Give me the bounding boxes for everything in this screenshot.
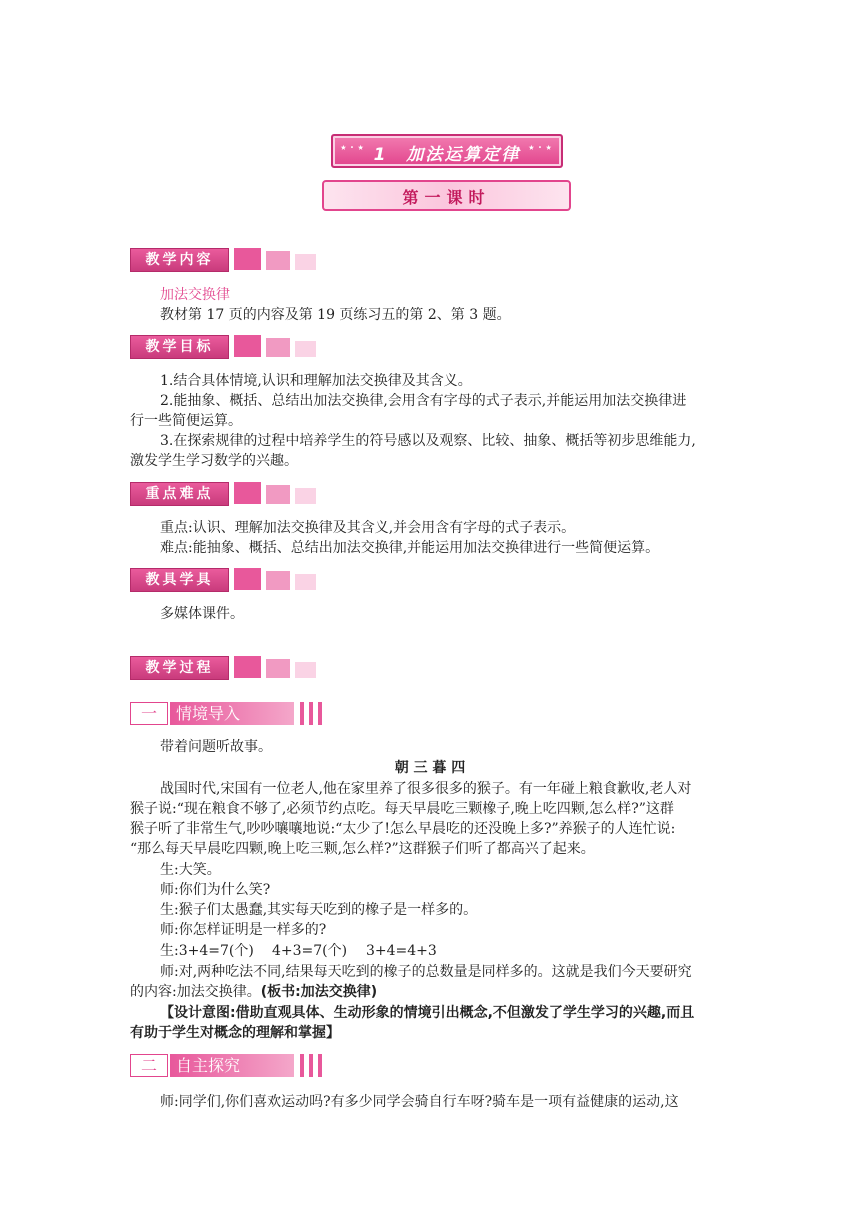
story-line: 猴子说:“现在粮食不够了,必须节约点吃。每天早晨吃三颗橡子,晚上吃四颗,怎么样?”这群: [130, 801, 674, 817]
story-intro: 带着问题听故事。: [160, 739, 272, 755]
goal-line: 2.能抽象、概括、总结出加法交换律,会用含有字母的式子表示,并能运用加法交换律进: [160, 393, 687, 409]
decor-block: [295, 254, 316, 270]
dialog-line: 生:大笑。: [160, 862, 221, 878]
goal-line: 1.结合具体情境,认识和理解加法交换律及其含义。: [160, 373, 472, 389]
decor-block: [234, 482, 261, 504]
design-intent-cont: 有助于学生对概念的理解和掌握】: [130, 1025, 340, 1041]
decor-stripe: [318, 1054, 322, 1077]
section-label: 教学过程: [130, 656, 229, 680]
stars-right-decoration: ⋆·⋆: [527, 140, 555, 156]
dialog-line: 师:你们为什么笑?: [160, 882, 271, 898]
section-label: 教具学具: [130, 568, 229, 592]
decor-block: [295, 662, 316, 678]
chapter-title-banner: [331, 134, 563, 168]
equation-3: 3+4=4+3: [366, 943, 437, 959]
decor-stripe: [300, 702, 304, 725]
tools-text: 多媒体课件。: [160, 606, 244, 622]
decor-block: [266, 485, 290, 504]
explore-line: 师:同学们,你们喜欢运动吗?有多少同学会骑自行车呀?骑车是一项有益健康的运动,这: [160, 1094, 679, 1110]
decor-block: [234, 248, 261, 270]
goal-line: 3.在探索规律的过程中培养学生的符号感以及观察、比较、抽象、概括等初步思维能力,: [160, 433, 696, 449]
board-note: (板书:加法交换律): [260, 984, 378, 1000]
decor-block: [266, 251, 290, 270]
content-topic: 加法交换律: [160, 287, 230, 303]
equation-2: 4+3=7(个): [272, 943, 348, 959]
section-label: 教学内容: [130, 248, 229, 272]
decor-stripe: [300, 1054, 304, 1077]
decor-block: [234, 335, 261, 357]
goal-line: 行一些简便运算。: [130, 413, 242, 429]
lesson-topic-text: 的内容:加法交换律。: [130, 984, 261, 1000]
decor-block: [266, 571, 290, 590]
story-line: “那么每天早晨吃四颗,晚上吃三颗,怎么样?”这群猴子们听了都高兴了起来。: [130, 841, 595, 857]
lesson-title: 第一课时: [402, 188, 491, 207]
decor-block: [234, 568, 261, 590]
section-label: 重点难点: [130, 482, 229, 506]
decor-stripe: [309, 1054, 313, 1077]
content-pages: 教材第 17 页的内容及第 19 页练习五的第 2、第 3 题。: [160, 307, 511, 323]
step-label: 情境导入: [170, 702, 294, 725]
step-header-intro: [130, 702, 326, 725]
decor-stripe: [309, 702, 313, 725]
decor-block: [295, 488, 316, 504]
section-label: 教学目标: [130, 335, 229, 359]
goal-line: 激发学生学习数学的兴趣。: [130, 453, 298, 469]
teacher-conclusion: 师:对,两种吃法不同,结果每天吃到的橡子的总数量是同样多的。这就是我们今天要研究: [160, 964, 692, 980]
stars-left-decoration: ⋆·⋆: [339, 140, 367, 156]
decor-block: [295, 574, 316, 590]
decor-block: [295, 341, 316, 357]
equation-1: 生:3+4=7(个): [160, 943, 254, 959]
step-number: 一: [130, 702, 168, 725]
lesson-banner: [322, 180, 571, 211]
decor-stripe: [318, 702, 322, 725]
key-point: 重点:认识、理解加法交换律及其含义,并会用含有字母的式子表示。: [160, 520, 576, 536]
step-label: 自主探究: [170, 1054, 294, 1077]
step-header-explore: [130, 1054, 326, 1077]
teacher-conclusion-cont: [130, 982, 377, 1002]
decor-block: [266, 338, 290, 357]
decor-block: [234, 656, 261, 678]
dialog-line: 生:猴子们太愚蠢,其实每天吃到的橡子是一样多的。: [160, 902, 478, 918]
step-number: 二: [130, 1054, 168, 1077]
chapter-title: 1 加法运算定律: [373, 145, 521, 165]
design-intent: 【设计意图:借助直观具体、生动形象的情境引出概念,不但激发了学生学习的兴趣,而且: [160, 1005, 695, 1021]
story-line: 猴子听了非常生气,吵吵嚷嚷地说:“太少了!怎么早晨吃的还没晚上多?”养猴子的人连忙说:: [130, 821, 676, 837]
story-line: 战国时代,宋国有一位老人,他在家里养了很多很多的猴子。有一年碰上粮食歉收,老人对: [160, 781, 692, 797]
story-title: 朝 三 暮 四: [394, 760, 466, 776]
decor-block: [266, 659, 290, 678]
dialog-line: 师:你怎样证明是一样多的?: [160, 922, 327, 938]
difficulty-point: 难点:能抽象、概括、总结出加法交换律,并能运用加法交换律进行一些简便运算。: [160, 540, 660, 556]
